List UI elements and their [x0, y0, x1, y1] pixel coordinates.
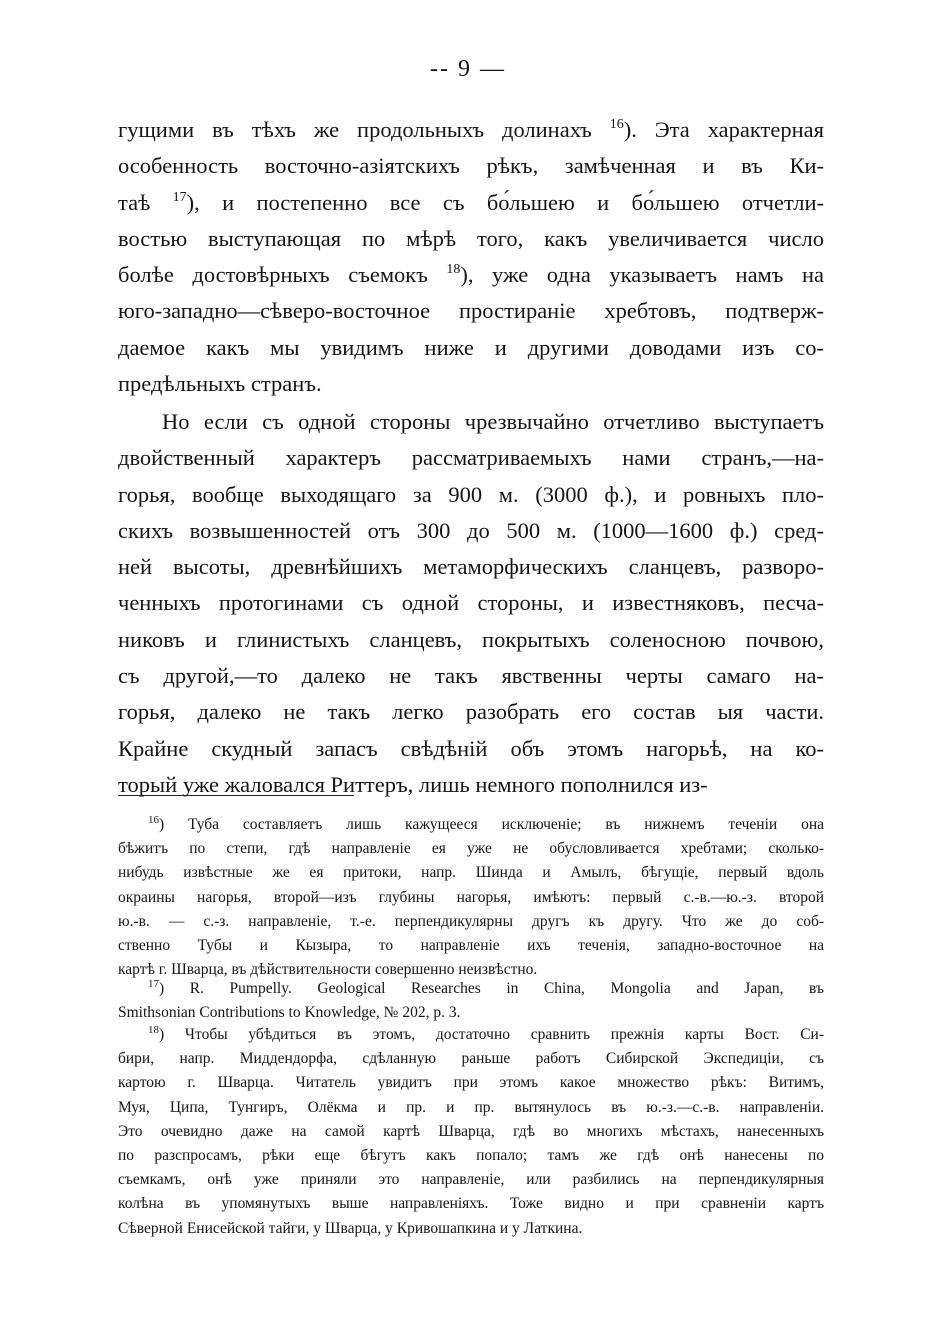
footnote-ref: 16 — [609, 117, 624, 132]
footnote-line-4: окраины нагорья, второй—изъ глубины нагорья, имѣютъ: первый с.-в.—ю.-з. второй — [118, 888, 824, 906]
footnote-separator — [118, 795, 354, 796]
footnote-line-6: ственно Тубы и Кызыра, то направленіе ихъ теченія, западно-восточное на — [118, 936, 824, 954]
footnote-line-1: $^{16}$) Туба составляетъ лишь кажущееся исключеніе; въ нижнемъ теченіи она — [148, 814, 824, 833]
footnote-17 — [118, 977, 824, 1025]
footnote-line-5: Это очевидно даже на самой картѣ Шварца, гдѣ во многихъ мѣстахъ, нанесенныхъ — [118, 1122, 824, 1140]
footnote-line-8: колѣна въ упомянутыхъ выше направленіяхъ. Тоже видно и при сравненіи картъ — [118, 1195, 824, 1213]
footnote-line-2: Smithsonian Contributions to Knowledge, № 202, p. 3. — [118, 1004, 461, 1022]
footnote-line-9: Сѣверной Енисейской тайги, у Шварца, у Кривошапкина и у Латкина. — [118, 1219, 583, 1237]
text-line-5: ней высоты, древнѣйшихъ метаморфическихъ сланцевъ, разворо- — [118, 554, 824, 580]
text-line-2: особенность восточно-азіятскихъ рѣкъ, замѣченная и въ Ки- — [118, 153, 824, 179]
footnote-line-5: ю.-в. — с.-з. направленіе, т.-е. перпендикулярны другъ къ другу. Что же до соб- — [118, 912, 824, 930]
text-line-3: таѣ $^{17}$), и постепенно все съ бо́льшею и бо́льшею отчетли- — [118, 189, 824, 215]
footnote-line-2: бѣжитъ по степи, гдѣ направленіе ея уже не обусловливается хребтами; сколько- — [118, 840, 824, 858]
footnote-18 — [118, 1023, 824, 1241]
footnote-ref: 18 — [148, 1024, 159, 1036]
text-line-8: съ другой,—то далеко не такъ явственны черты самаго на- — [118, 663, 824, 689]
footnote-line-6: по разспросамъ, рѣки еще бѣгутъ какъ попало; тамъ же гдѣ онѣ нанесены по — [118, 1146, 824, 1164]
text-line-5: болѣе достовѣрныхъ съемокъ $^{18}$), уже одна указываетъ намъ на — [118, 262, 824, 288]
footnote-ref: 17 — [172, 189, 187, 205]
footnote-line-3: картою г. Шварца. Читатель увидитъ при этомъ какое множество рѣкъ: Витимъ, — [118, 1074, 824, 1092]
text-line-1: гущими въ тѣхъ же продольныхъ долинахъ $^{16}$). Эта характерная — [118, 117, 824, 142]
text-line-6: ченныхъ протогинами съ одной стороны, и известняковъ, песча- — [118, 590, 824, 616]
text-line-9: горья, далеко не такъ легко разобрать его состав ыя части. — [118, 699, 824, 725]
text-line-10: Крайне скудный запасъ свѣдѣній объ этомъ нагорьѣ, на ко- — [118, 735, 824, 761]
footnote-line-1: $^{18}$) Чтобы убѣдиться въ этомъ, достаточно сравнить прежнія карты Вост. Си- — [148, 1024, 824, 1043]
text-line-4: востью выступающая по мѣрѣ того, какъ увеличивается число — [118, 225, 824, 251]
text-line-7: даемое какъ мы увидимъ ниже и другими доводами изъ со- — [118, 334, 824, 360]
page-number: -- 9 — — [430, 56, 506, 82]
footnote-line-1: $^{17}$) R. Pumpelly. Geological Researches in China, Mongolia and Japan, въ — [148, 978, 824, 997]
text-line-4: скихъ возвышенностей отъ 300 до 500 м. (1000—1600 ф.) сред- — [118, 517, 824, 543]
paragraph-2 — [118, 404, 824, 803]
text-line-3: горья, вообще выходящаго за 900 м. (3000 ф.), и ровныхъ пло- — [118, 481, 824, 507]
footnote-16 — [118, 813, 824, 982]
footnote-line-7: съемкамъ, онѣ уже приняли это направленіе, или разбились на перпендикулярныя — [118, 1171, 824, 1189]
text-line-6: юго-западно—сѣверо-восточное простираніе хребтовъ, подтверж- — [118, 298, 824, 324]
footnote-line-2: бири, напр. Миддендорфа, сдѣланную раньше работъ Сибирской Экспедиціи, съ — [118, 1050, 824, 1068]
footnote-line-7: картѣ г. Шварца, въ дѣйствительности совершенно неизвѣстно. — [118, 961, 538, 979]
text-line-8: предѣльныхъ странъ. — [118, 371, 322, 397]
footnote-ref: 17 — [148, 978, 159, 990]
footnote-ref: 18 — [446, 262, 461, 278]
footnote-line-4: Муя, Ципа, Тунгиръ, Олёкма и пр. и пр. вытянулось въ ю.-з.—с.-в. направленіи. — [118, 1098, 824, 1116]
paragraph-1 — [118, 112, 824, 402]
text-line-1: Но если съ одной стороны чрезвычайно отчетливо выступаетъ — [162, 409, 824, 434]
footnote-ref: 16 — [148, 814, 159, 826]
text-line-2: двойственный характеръ рассматриваемыхъ нами странъ,—на- — [118, 445, 824, 471]
text-line-11: торый уже жаловался Риттеръ, лишь немного пополнился из- — [118, 771, 708, 797]
text-line-7: никовъ и глинистыхъ сланцевъ, покрытыхъ соленосною почвою, — [118, 626, 824, 652]
footnote-line-3: нибудь извѣстные же ея притоки, напр. Шинда и Амылъ, бѣгущіе, первый вдоль — [118, 864, 824, 882]
